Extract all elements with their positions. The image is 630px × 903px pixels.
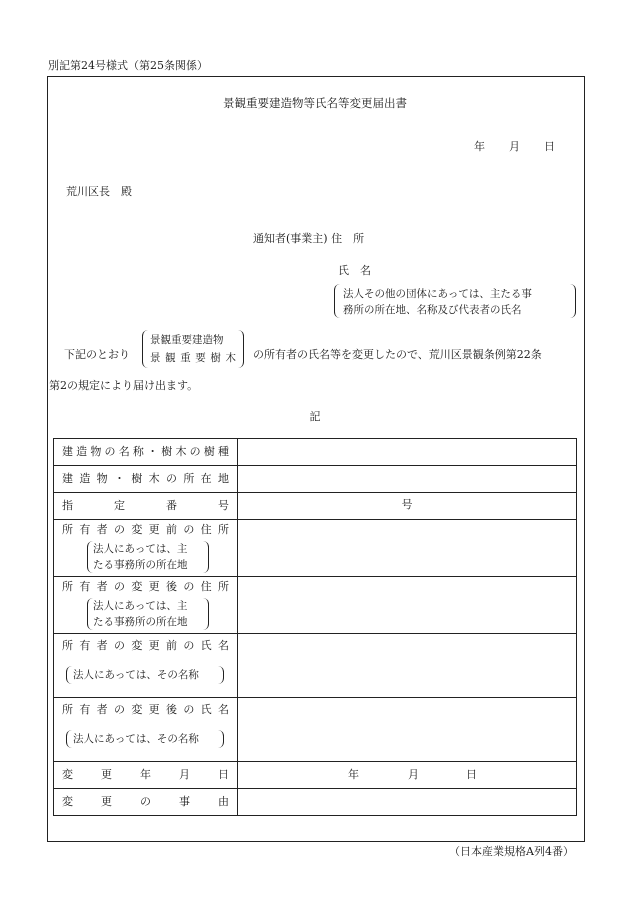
header-date-day: 日 bbox=[544, 140, 555, 153]
field-name-before[interactable] bbox=[238, 634, 577, 698]
address-note-line-1: 法人にあっては、主 bbox=[93, 543, 188, 555]
field-location[interactable] bbox=[238, 466, 577, 493]
table-row bbox=[54, 493, 577, 520]
name-note-text: 法人にあっては、その名称 bbox=[73, 669, 199, 681]
table-row bbox=[54, 577, 577, 634]
field-change-date[interactable] bbox=[238, 762, 577, 789]
form-reference: 別記第24号様式（第25条関係） bbox=[48, 59, 208, 72]
field-designation-number[interactable] bbox=[238, 493, 577, 520]
table-row bbox=[54, 466, 577, 493]
field-name-after[interactable] bbox=[238, 698, 577, 762]
document-title: 景観重要建造物等氏名等変更届出書 bbox=[223, 96, 407, 110]
intro-line-2: 第2の規定により届け出ます。 bbox=[49, 379, 199, 392]
corporation-note bbox=[334, 284, 576, 318]
name-after-note bbox=[66, 730, 224, 748]
option-tree: 景観重要樹木 bbox=[150, 352, 236, 364]
designation-suffix: 号 bbox=[401, 498, 413, 511]
jis-size-note: （日本産業規格A列4番） bbox=[449, 845, 574, 858]
table-row bbox=[54, 439, 577, 466]
address-note-line-2: たる事務所の所在地 bbox=[93, 616, 188, 628]
corporation-note-line-2: 務所の所在地、名称及び代表者の氏名 bbox=[343, 304, 522, 316]
label-name-species: 建造物の名称・樹木の樹種 bbox=[62, 445, 229, 458]
label-name-after: 所有者の変更後の氏名 bbox=[62, 703, 229, 716]
address-note-line-1: 法人にあっては、主 bbox=[93, 600, 188, 612]
property-type-options bbox=[142, 330, 244, 368]
field-address-after[interactable] bbox=[238, 577, 577, 634]
intro-tail: の所有者の氏名等を変更したので、荒川区景観条例第22条 bbox=[253, 348, 542, 361]
address-note-line-2: たる事務所の所在地 bbox=[93, 559, 188, 571]
label-designation-number: 指定番号 bbox=[62, 499, 229, 512]
address-before-note bbox=[87, 541, 209, 573]
label-location: 建造物・樹木の所在地 bbox=[62, 472, 229, 485]
name-before-note bbox=[66, 666, 224, 684]
table-row bbox=[54, 634, 577, 698]
name-note-text: 法人にあっては、その名称 bbox=[73, 733, 199, 745]
field-address-before[interactable] bbox=[238, 520, 577, 577]
addressee: 荒川区長 殿 bbox=[66, 185, 132, 198]
table-row bbox=[54, 520, 577, 577]
header-date-month: 月 bbox=[509, 140, 520, 153]
option-building: 景観重要建造物 bbox=[150, 334, 224, 346]
table-row bbox=[54, 698, 577, 762]
notifier-name-label: 氏 名 bbox=[338, 264, 371, 277]
address-after-note bbox=[87, 598, 209, 630]
change-date-year: 年 bbox=[348, 768, 359, 781]
intro-lead: 下記のとおり bbox=[64, 348, 130, 361]
label-name-before: 所有者の変更前の氏名 bbox=[62, 639, 229, 652]
table-row bbox=[54, 762, 577, 789]
table-row bbox=[54, 789, 577, 816]
label-change-reason: 変更の事由 bbox=[62, 795, 229, 808]
change-date-month: 月 bbox=[408, 768, 419, 781]
field-name-species[interactable] bbox=[238, 439, 577, 466]
label-address-before: 所有者の変更前の住所 bbox=[62, 523, 229, 536]
notification-table bbox=[53, 438, 577, 816]
header-date-year: 年 bbox=[474, 140, 485, 153]
label-change-date: 変更年月日 bbox=[62, 768, 229, 781]
notifier-address-label: 通知者(事業主) 住 所 bbox=[253, 232, 365, 245]
label-address-after: 所有者の変更後の住所 bbox=[62, 580, 229, 593]
corporation-note-line-1: 法人その他の団体にあっては、主たる事 bbox=[343, 288, 532, 300]
ki-marker: 記 bbox=[309, 410, 321, 423]
change-date-day: 日 bbox=[466, 768, 477, 781]
field-change-reason[interactable] bbox=[238, 789, 577, 816]
